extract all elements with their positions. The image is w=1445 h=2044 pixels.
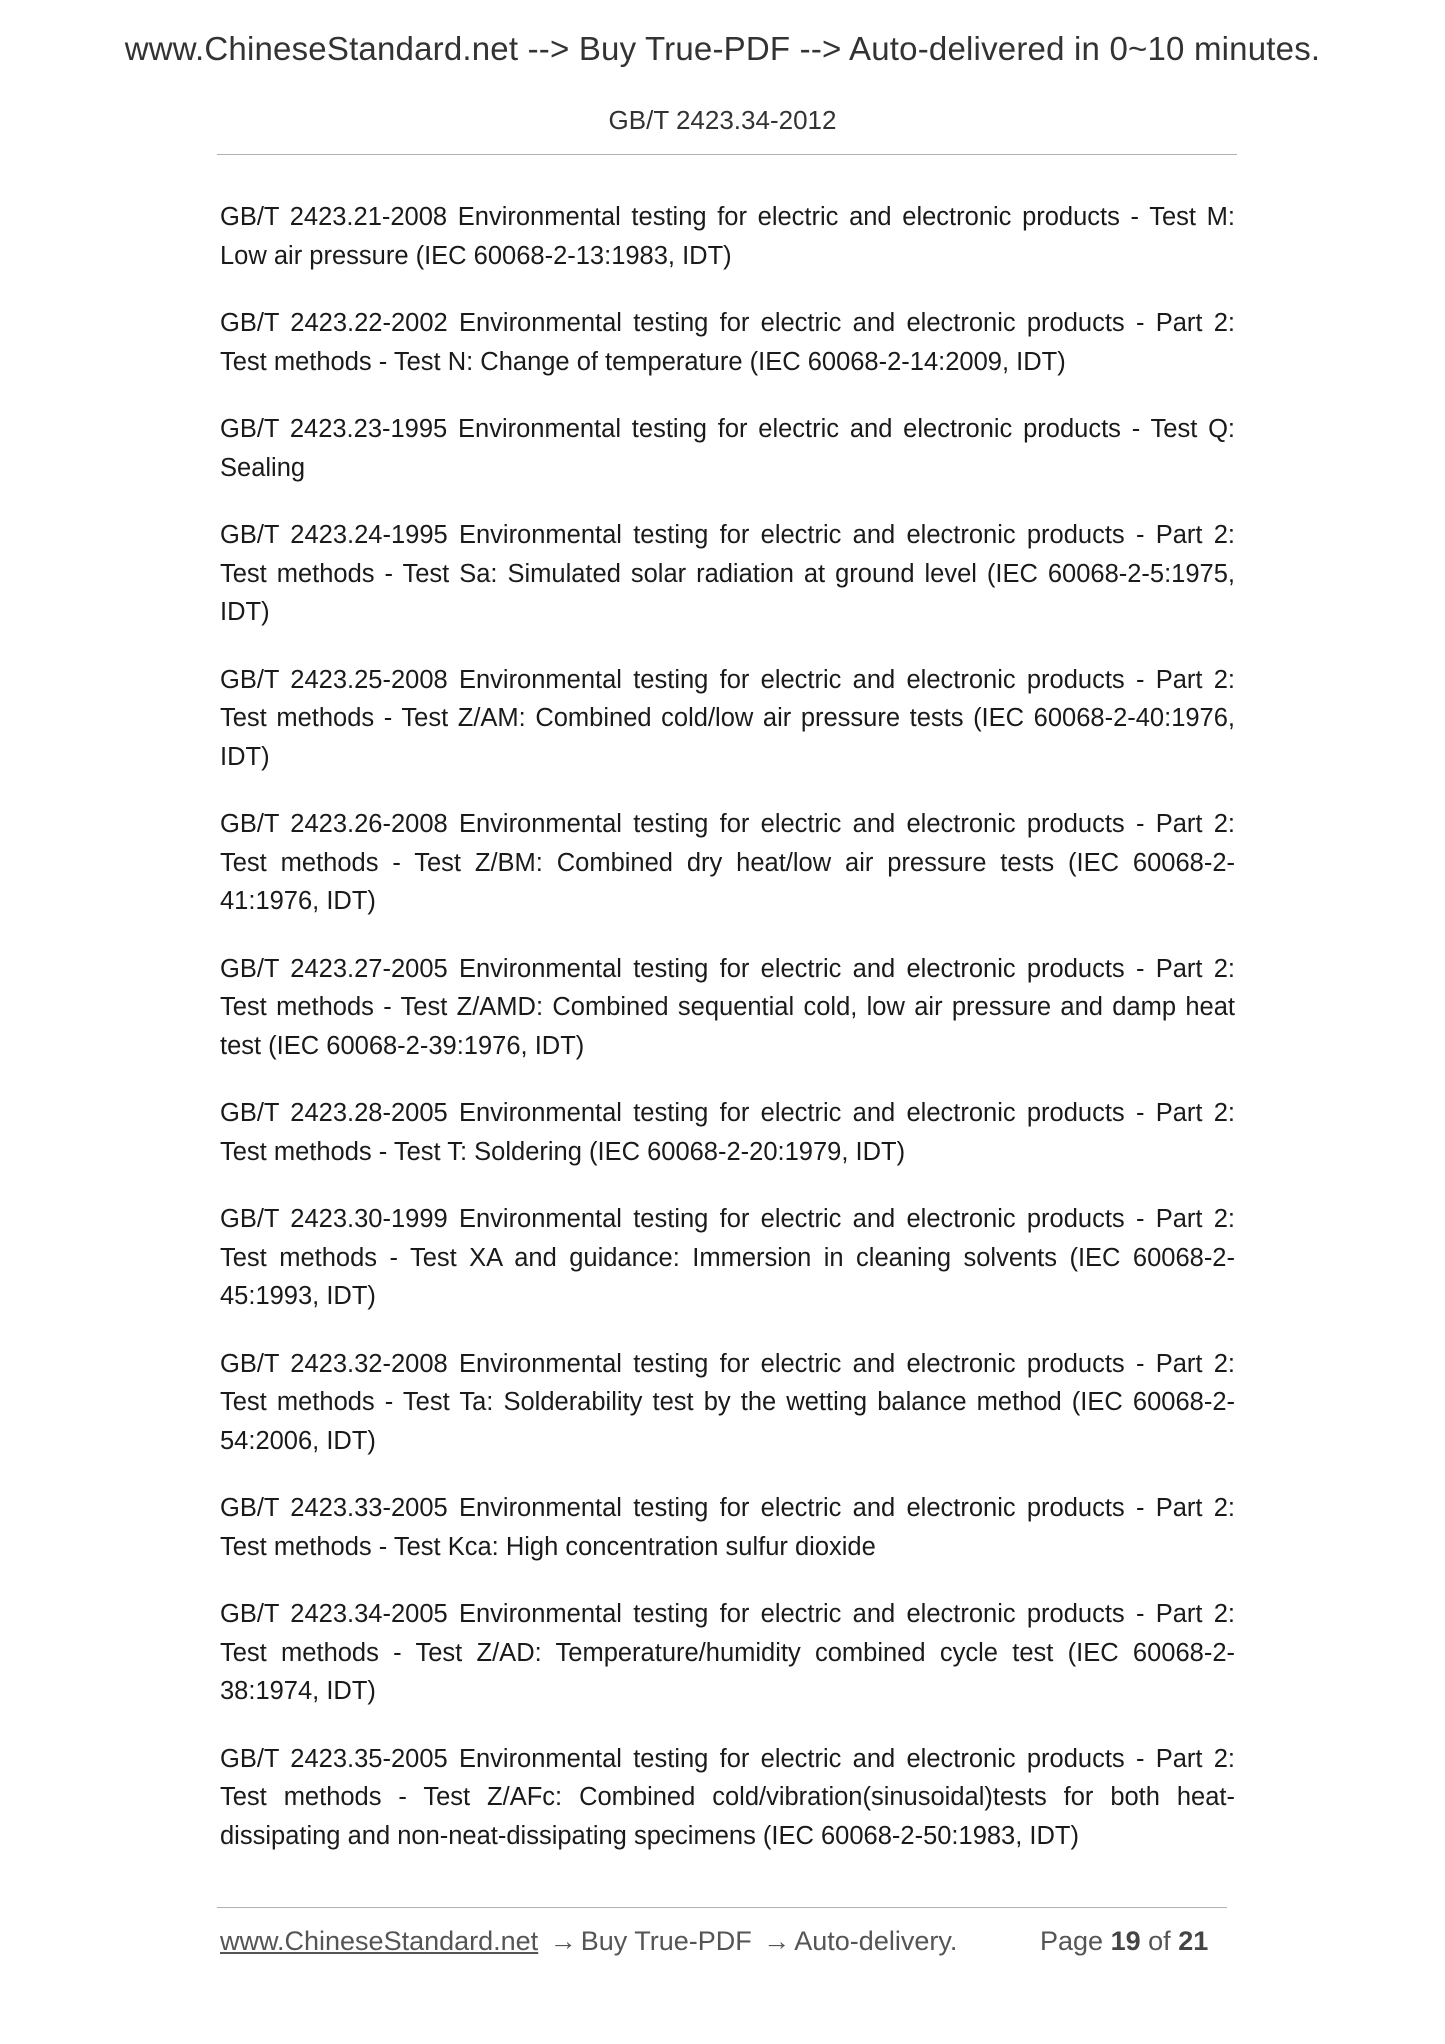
header-divider bbox=[217, 154, 1237, 155]
arrow-right-icon: → bbox=[549, 1926, 577, 1956]
list-item: GB/T 2423.21-2008 Environmental testing for electric and electronic products - Test M: Low air pressure (IEC 60068-2-13:1983, IDT) bbox=[220, 203, 1235, 270]
list-item: GB/T 2423.35-2005 Environmental testing for electric and electronic products - Part 2: Test methods - Test Z/AFc: Combined cold/vibration(sinusoidal)tests for both heat-dissipating and non-neat-dissipating specimens (IEC 60068-2-50:1983, IDT) bbox=[220, 1744, 1235, 1850]
reference-list bbox=[220, 198, 1235, 1884]
list-item: GB/T 2423.26-2008 Environmental testing for electric and electronic products - Part 2: Test methods - Test Z/BM: Combined dry heat/low air pressure tests (IEC 60068-2-41:1976, IDT) bbox=[220, 810, 1235, 915]
of-label: of bbox=[1148, 1926, 1171, 1956]
top-banner: www.ChineseStandard.net --> Buy True-PDF --> Auto-delivered in 0~10 minutes. bbox=[124, 30, 1321, 67]
document-code: GB/T 2423.34-2012 bbox=[608, 105, 837, 135]
list-item: GB/T 2423.23-1995 Environmental testing for electric and electronic products - Test Q: Sealing bbox=[220, 415, 1235, 482]
footer-promo bbox=[220, 1926, 957, 1957]
list-item: GB/T 2423.24-1995 Environmental testing for electric and electronic products - Part 2: Test methods - Test Sa: Simulated solar radiation at ground level (IEC 60068-2-5:1975, IDT) bbox=[220, 521, 1235, 626]
list-item: GB/T 2423.33-2005 Environmental testing for electric and electronic products - Part 2: Test methods - Test Kca: High concentration sulfur dioxide bbox=[220, 1494, 1235, 1561]
list-item: GB/T 2423.27-2005 Environmental testing for electric and electronic products - Part 2: Test methods - Test Z/AMD: Combined sequential cold, low air pressure and damp heat test (IEC 60068-2-39:1976, IDT) bbox=[220, 954, 1235, 1060]
site-link[interactable]: www.ChineseStandard.net bbox=[220, 1926, 539, 1956]
page-label: Page bbox=[1040, 1926, 1104, 1956]
buy-text: Buy True-PDF bbox=[580, 1926, 752, 1956]
arrow-right-icon: → bbox=[763, 1926, 791, 1956]
page-indicator bbox=[1040, 1926, 1208, 1957]
list-item: GB/T 2423.34-2005 Environmental testing for electric and electronic products - Part 2: Test methods - Test Z/AD: Temperature/humidity combined cycle test (IEC 60068-2-38:1974, IDT) bbox=[220, 1600, 1235, 1705]
list-item: GB/T 2423.32-2008 Environmental testing for electric and electronic products - Part 2: Test methods - Test Ta: Solderability test by the wetting balance method (IEC 60068-2-54:2006, IDT) bbox=[220, 1349, 1235, 1455]
page-number: 19 bbox=[1110, 1926, 1141, 1956]
footer-divider bbox=[217, 1907, 1227, 1908]
list-item: GB/T 2423.22-2002 Environmental testing for electric and electronic products - Part 2: Test methods - Test N: Change of temperature (IEC 60068-2-14:2009, IDT) bbox=[220, 309, 1235, 376]
list-item: GB/T 2423.28-2005 Environmental testing for electric and electronic products - Part 2: Test methods - Test T: Soldering (IEC 60068-2-20:1979, IDT) bbox=[220, 1099, 1235, 1166]
delivery-text: Auto-delivery. bbox=[794, 1926, 958, 1956]
total-pages: 21 bbox=[1178, 1926, 1209, 1956]
list-item: GB/T 2423.30-1999 Environmental testing for electric and electronic products - Part 2: Test methods - Test XA and guidance: Immersion in cleaning solvents (IEC 60068-2-45:1993, IDT) bbox=[220, 1205, 1235, 1310]
list-item: GB/T 2423.25-2008 Environmental testing for electric and electronic products - Part 2: Test methods - Test Z/AM: Combined cold/low air pressure tests (IEC 60068-2-40:1976, IDT) bbox=[220, 665, 1235, 771]
